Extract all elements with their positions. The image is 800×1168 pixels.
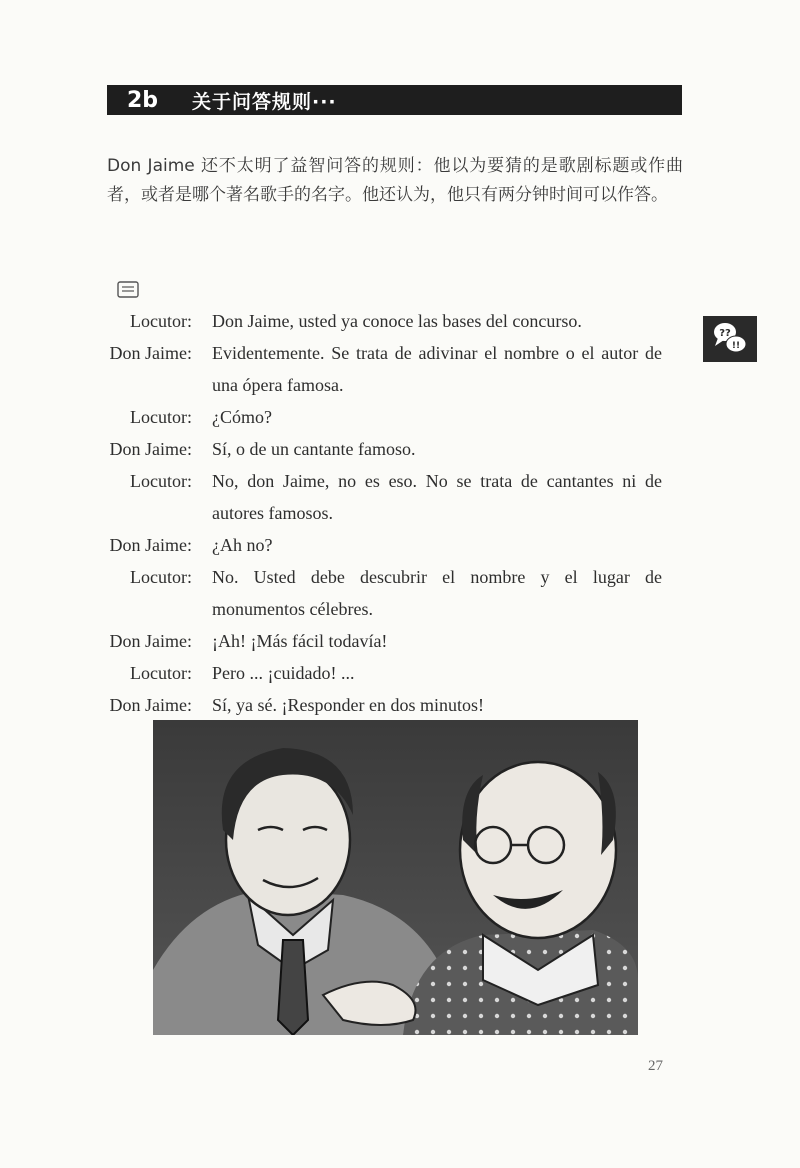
dialogue-speaker: Don Jaime: bbox=[109, 695, 192, 715]
dialogue-text: Don Jaime, usted ya conoce las bases del concurso. bbox=[212, 311, 582, 331]
dialogue-line bbox=[0, 401, 800, 433]
dialogue-line bbox=[0, 433, 800, 465]
dialogue-line bbox=[0, 305, 800, 337]
dialogue-line bbox=[0, 625, 800, 657]
dialogue-speaker: Locutor: bbox=[130, 567, 192, 587]
dialogue-text: ¿Ah no? bbox=[212, 535, 273, 555]
dialogue-line bbox=[0, 529, 800, 561]
dialogue-line bbox=[0, 465, 800, 529]
dialogue-text: ¿Cómo? bbox=[212, 407, 272, 427]
dialogue-line bbox=[0, 561, 800, 625]
dialogue-text: Evidentemente. Se trata de adivinar el nombre o el autor de una ópera famosa. bbox=[212, 343, 662, 395]
dialogue-line bbox=[0, 337, 800, 401]
dialogue-speaker: Locutor: bbox=[130, 311, 192, 331]
section-number: 2b bbox=[127, 87, 159, 113]
dialogue-text: Sí, o de un cantante famoso. bbox=[212, 439, 416, 459]
dialogue-speaker: Don Jaime: bbox=[109, 439, 192, 459]
dialogue-text: No, don Jaime, no es eso. No se trata de cantantes ni de autores famosos. bbox=[212, 471, 662, 523]
cassette-tape-icon bbox=[117, 281, 139, 298]
intro-paragraph: Don Jaime 还不太明了益智问答的规则：他以为要猜的是歌剧标题或作曲者，或者是哪个著名歌手的名字。他还认为，他只有两分钟时间可以作答。 bbox=[107, 156, 683, 205]
side-tab-question-marks: ?? bbox=[719, 328, 731, 339]
section-header bbox=[107, 85, 682, 115]
dialogue bbox=[0, 305, 800, 721]
dialogue-text: Sí, ya sé. ¡Responder en dos minutos! bbox=[212, 695, 484, 715]
dialogue-line bbox=[0, 657, 800, 689]
section-title: 关于问答规则··· bbox=[192, 90, 337, 113]
dialogue-text: Pero ... ¡cuidado! ... bbox=[212, 663, 355, 683]
page-number: 27 bbox=[648, 1058, 663, 1074]
cartoon-illustration bbox=[153, 720, 638, 1035]
dialogue-speaker: Don Jaime: bbox=[109, 535, 192, 555]
dialogue-speaker: Don Jaime: bbox=[109, 631, 192, 651]
dialogue-speaker: Don Jaime: bbox=[109, 343, 192, 363]
dialogue-text: ¡Ah! ¡Más fácil todavía! bbox=[212, 631, 388, 651]
dialogue-line bbox=[0, 689, 800, 721]
dialogue-speaker: Locutor: bbox=[130, 471, 192, 491]
dialogue-text: No. Usted debe descubrir el nombre y el lugar de monumentos célebres. bbox=[212, 567, 662, 619]
dialogue-speaker: Locutor: bbox=[130, 407, 192, 427]
side-tab-exclamation-marks: !! bbox=[731, 341, 741, 351]
dialogue-speaker: Locutor: bbox=[130, 663, 192, 683]
